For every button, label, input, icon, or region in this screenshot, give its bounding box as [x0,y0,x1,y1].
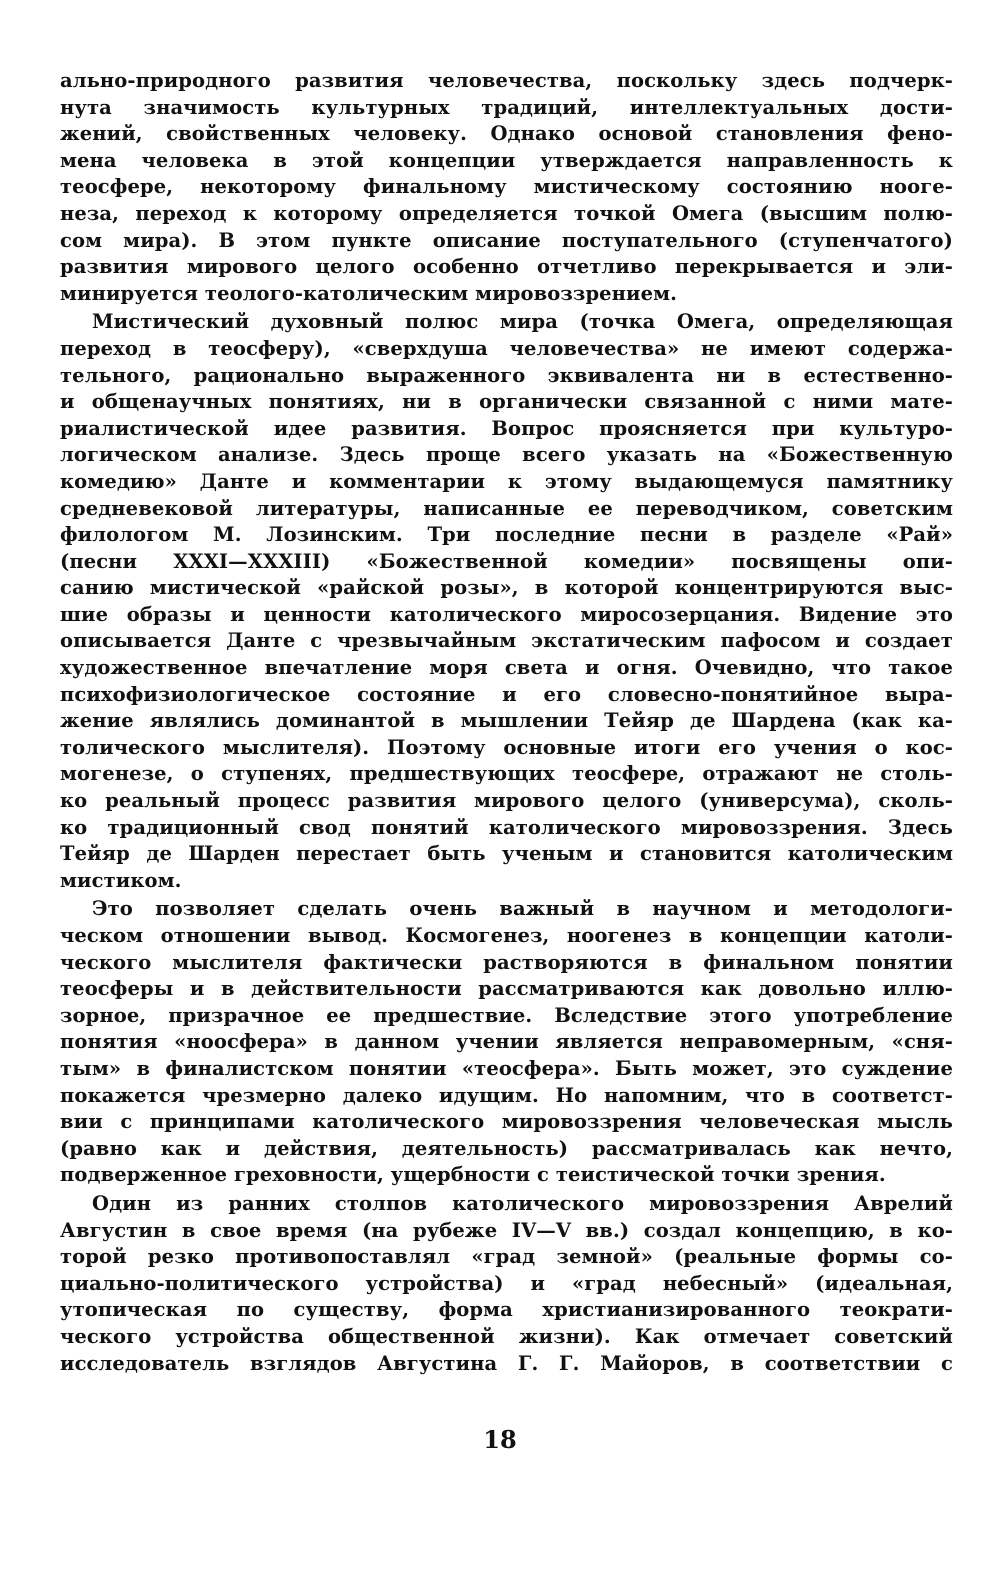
paragraph [60,896,953,1189]
text-line: (песни XXXI—XXXIII) «Божественной комедии» посвящены опи- [60,549,953,573]
text-line: санию мистической «райской розы», в которой концентрируются выс- [60,576,953,600]
text-line: мена человека в этой концепции утверждается направленность к [60,148,953,172]
text-line: тельного, рационально выраженного эквивалента ни в естественно- [60,363,953,387]
text-line: жений, свойственных человеку. Однако основой становления фено- [60,122,953,146]
paragraph [60,68,953,307]
text-line: минируется теолого-католическим мировоззрением. [60,281,678,305]
text-line: Один из ранних столпов католического мировоззрения Аврелий [92,1191,953,1215]
text-line: мистиком. [60,868,182,892]
text-line: развития мирового целого особенно отчетливо перекрывается и эли- [60,255,953,279]
text-line: теосферы и в действительности рассматриваются как довольно иллю- [60,977,953,1001]
text-line: нута значимость культурных традиций, интеллектуальных дости- [60,95,953,119]
text-line: ко традиционный свод понятий католического мировоззрения. Здесь [60,815,953,839]
text-line: подверженное греховности, ущербности с теистической точки зрения. [60,1163,886,1187]
text-line: теосфере, некоторому финальному мистическому состоянию нооге- [60,175,953,199]
text-line: и общенаучных понятиях, ни в органически связанной с ними мате- [60,390,953,414]
text-line: ально-природного развития человечества, поскольку здесь подчерк- [60,69,953,92]
text-line: описывается Данте с чрезвычайным экстатическим пафосом и создает [60,629,953,653]
text-line: вии с принципами католического мировоззрения человеческая мысль [60,1110,953,1134]
text-line: понятия «ноосфера» в данном учении является неправомерным, «сня- [60,1030,953,1054]
text-line: комедию» Данте и комментарии к этому выдающемуся памятнику [60,469,953,493]
text-line: средневековой литературы, написанные ее переводчиком, советским [60,496,953,520]
text-line: (равно как и действия, деятельность) рассматривалась как нечто, [60,1136,953,1160]
text-line: покажется чрезмерно далеко идущим. Но напомним, что в соответст- [60,1083,953,1107]
page-number: 18 [483,1425,517,1454]
text-line: ческом отношении вывод. Космогенез, ноогенез в концепции католи- [60,924,953,947]
text-line: ко реальный процесс развития мирового целого (универсума), сколь- [60,789,953,813]
text-line: филологом М. Лозинским. Три последние песни в разделе «Рай» [60,523,953,547]
text-line: ческого устройства общественной жизни). Как отмечает советский [60,1324,953,1348]
text-line: шие образы и ценности католического миросозерцания. Видение это [60,602,953,626]
paragraph [60,309,953,894]
text-line: зорное, призрачное ее предшествие. Вследствие этого употребление [60,1003,953,1027]
text-line: Мистический духовный полюс мира (точка Омега, определяющая [92,310,953,334]
text-line: тым» в финалистском понятии «теосфера». Быть может, это суждение [60,1056,953,1080]
text-line: Тейяр де Шарден перестает быть ученым и становится католическим [60,842,953,866]
text-line: толического мыслителя). Поэтому основные итоги его учения о кос- [60,735,953,759]
text-line: могенезе, о ступенях, предшествующих теосфере, отражают не столь- [60,762,953,786]
text-line: переход в теосферу), «сверхдуша человечества» не имеют содержа- [60,336,953,360]
text-line: логическом анализе. Здесь проще всего указать на «Божественную [60,443,953,467]
text-line: жение являлись доминантой в мышлении Тейяр де Шардена (как ка- [60,709,953,733]
text-line: циально-политического устройства) и «град небесный» (идеальная, [60,1271,953,1295]
text-line: Августин в свое время (на рубеже IV—V вв.) создал концепцию, в ко- [60,1218,953,1242]
text-line: сом мира). В этом пункте описание поступательного (ступенчатого) [60,228,953,252]
text-line: торой резко противопоставлял «град земной» (реальные формы со- [60,1245,953,1269]
text-line: психофизиологическое состояние и его словесно-понятийное выра- [60,682,953,706]
text-line: исследователь взглядов Августина Г. Г. Майоров, в соответствии с [60,1351,953,1375]
paragraph [60,1191,953,1377]
page-text-body [60,68,953,1377]
text-line: утопическая по существу, форма христианизированного теократи- [60,1298,953,1322]
text-line: Это позволяет сделать очень важный в научном и методологи- [92,897,953,921]
text-line: риалистической идее развития. Вопрос проясняется при культуро- [60,416,953,440]
text-line: неза, переход к которому определяется точкой Омега (высшим полю- [60,201,953,225]
text-line: ческого мыслителя фактически растворяются в финальном понятии [60,950,953,974]
text-line: художественное впечатление моря света и огня. Очевидно, что такое [60,656,953,680]
